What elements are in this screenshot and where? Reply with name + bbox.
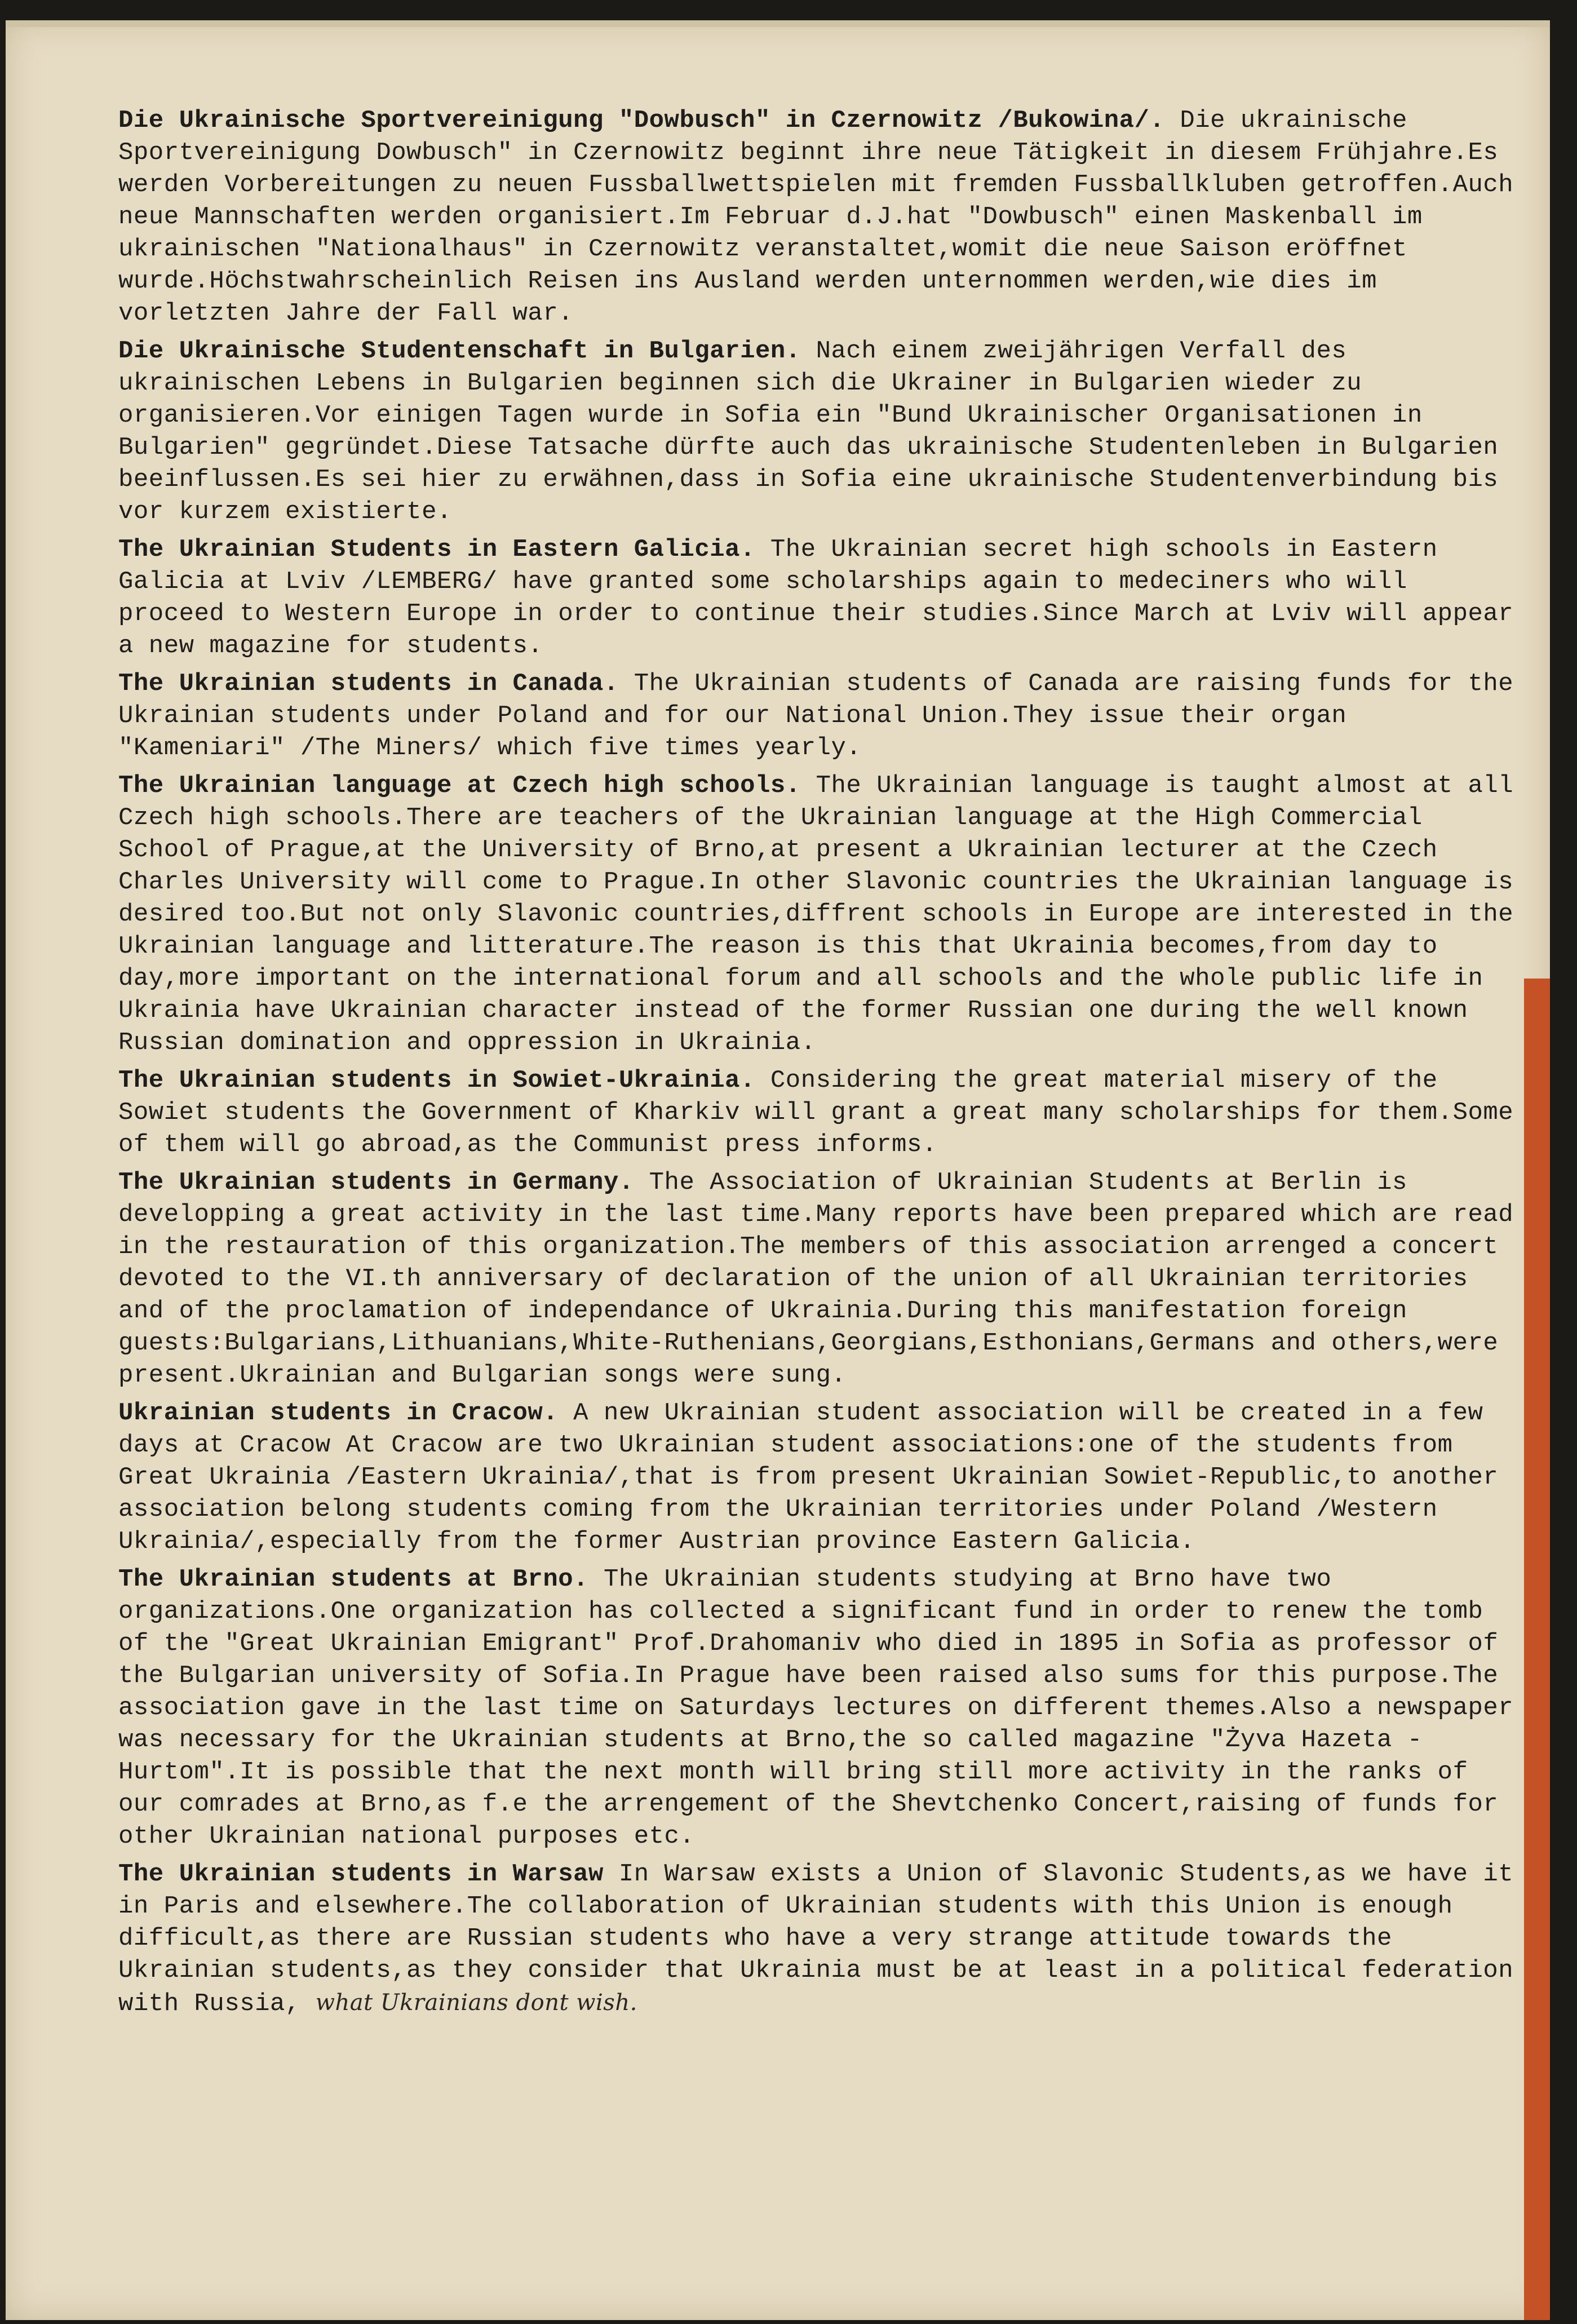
paragraph-bulgaria: [118, 335, 1527, 528]
paragraph-warsaw: [118, 1858, 1527, 2020]
paragraph-heading: The Ukrainian students at Brno.: [118, 1565, 589, 1593]
handwritten-addition: what Ukrainians dont wish.: [315, 1990, 637, 2016]
paragraph-galicia: [118, 534, 1527, 662]
paragraph-heading: The Ukrainian students in Canada.: [118, 670, 619, 698]
paragraph-sowiet-ukrainia: [118, 1065, 1527, 1161]
paragraph-body: Die ukrainische Sportvereinigung Dowbusch" in Czernowitz beginnt ihre neue Tätigkeit in diesem Frühjahre.Es werden Vorbereitungen zu neuen Fussballwettspielen mit fremden Fussballkluben getroffen.Auch neue Mannschaften werden organisiert.Im Februar d.J.hat "Dowbusch" einen Maskenball im ukrainischen "Nationalhaus" in Czernowitz veranstaltet,womit die neue Saison eröffnet wurde.Höchstwahrscheinlich Reisen ins Ausland werden unternommen werden,wie dies im vorletzten Jahre der Fall war.: [118, 107, 1514, 327]
paragraph-heading: Die Ukrainische Sportvereinigung "Dowbusch" in Czernowitz /Bukowina/.: [118, 107, 1165, 135]
paragraph-heading: The Ukrainian students in Germany.: [118, 1168, 634, 1197]
page-top-fold: [6, 20, 1550, 27]
paragraph-heading: Die Ukrainische Studentenschaft in Bulgarien.: [118, 337, 801, 365]
paragraph-dowbusch: [118, 105, 1527, 330]
paragraph-body: The Ukrainian secret high schools in Eastern Galicia at Lviv /LEMBERG/ have granted some scholarships again to medeciners who will proceed to Western Europe in order to continue their studies.Since March at Lviv will appear a new magazine for students.: [118, 535, 1514, 660]
paragraph-body: The Ukrainian language is taught almost at all Czech high schools.There are teachers of the Ukrainian language at the High Commercial School of Prague,at the University of Brno,at present a Ukrainian lecturer at the Czech Charles University will come to Prague.In other Slavonic countries the Ukrainian language is desired too.But not only Slavonic countries,diffrent schools in Europe are interested in the Ukrainian language and litterature.The reason is this that Ukrainia becomes,from day to day,more important on the international forum and all schools and the whole public life in Ukrainia have Ukrainian character instead of the former Russian one during the well known Russian domination and oppression in Ukrainia.: [118, 772, 1514, 1057]
typed-article-text: [118, 105, 1527, 2026]
paragraph-body: The Ukrainian students of Canada are raising funds for the Ukrainian students under Poland and for our National Union.They issue their organ "Kameniari" /The Miners/ which five times yearly.: [118, 670, 1514, 762]
paragraph-heading: The Ukrainian Students in Eastern Galicia.: [118, 535, 755, 564]
paragraph-canada: [118, 668, 1527, 764]
paragraph-body: In Warsaw exists a Union of Slavonic Students,as we have it in Paris and elsewhere.The collaboration of Ukrainian students with this Union is enough difficult,as there are Russian students who have a very strange attitude towards the Ukrainian students,as they consider that Ukrainia must be at least in a political federation with Russia,: [118, 1860, 1514, 2018]
paragraph-body: The Association of Ukrainian Students at Berlin is developping a great activity in the last time.Many reports have been prepared which are read in the restauration of this organization.The members of this association arrenged a concert devoted to the VI.th anniversary of declaration of the union of all Ukrainian territories and of the proclamation of independance of Ukrainia.During this manifestation foreign guests:Bulgarians,Lithuanians,White-Ruthenians,Georgians,Esthonians,Germans and others,were present.Ukrainian and Bulgarian songs were sung.: [118, 1168, 1514, 1389]
paragraph-heading: The Ukrainian language at Czech high schools.: [118, 772, 801, 800]
paragraph-heading: The Ukrainian students in Sowiet-Ukrainia.: [118, 1066, 755, 1095]
document-page: [6, 20, 1550, 2320]
paragraph-body: Nach einem zweijährigen Verfall des ukrainischen Lebens in Bulgarien beginnen sich die Ukrainer in Bulgarien wieder zu organisieren.Vor einigen Tagen wurde in Sofia ein "Bund Ukrainischer Organisationen in Bulgarien" gegründet.Diese Tatsache dürfte auch das ukrainische Studentenleben in Bulgarien beeinflussen.Es sei hier zu erwähnen,dass in Sofia eine ukrainische Studentenverbindung bis vor kurzem existierte.: [118, 337, 1499, 526]
paragraph-heading: The Ukrainian students in Warsaw: [118, 1860, 604, 1888]
paragraph-czech-schools: [118, 770, 1527, 1059]
paragraph-brno: [118, 1564, 1527, 1853]
paragraph-cracow: [118, 1397, 1527, 1558]
paragraph-heading: Ukrainian students in Cracow.: [118, 1399, 559, 1427]
paragraph-body: A new Ukrainian student association will be created in a few days at Cracow At Cracow are two Ukrainian student associations:one of the students from Great Ukrainia /Eastern Ukrainia/,that is from present Ukrainian Sowiet-Republic,to another association belong students coming from the Ukrainian territories under Poland /Western Ukrainia/,especially from the former Austrian province Eastern Galicia.: [118, 1399, 1499, 1556]
binding-edge-strip: [1524, 979, 1550, 2320]
paragraph-body: Considering the great material misery of the Sowiet students the Government of Kharkiv will grant a great many scholarships for them.Some of them will go abroad,as the Communist press informs.: [118, 1066, 1514, 1159]
paragraph-body: The Ukrainian students studying at Brno have two organizations.One organization has collected a significant fund in order to renew the tomb of the "Great Ukrainian Emigrant" Prof.Drahomaniv who died in 1895 in Sofia as professor of the Bulgarian university of Sofia.In Prague have been raised also sums for this purpose.The association gave in the last time on Saturdays lectures on different themes.Also a newspaper was necessary for the Ukrainian students at Brno,the so called magazine "Żyva Hazeta - Hurtom".It is possible that the next month will bring still more activity in the ranks of our comrades at Brno,as f.e the arrengement of the Shevtchenko Concert,raising of funds for other Ukrainian national purposes etc.: [118, 1565, 1514, 1851]
paragraph-germany: [118, 1167, 1527, 1392]
